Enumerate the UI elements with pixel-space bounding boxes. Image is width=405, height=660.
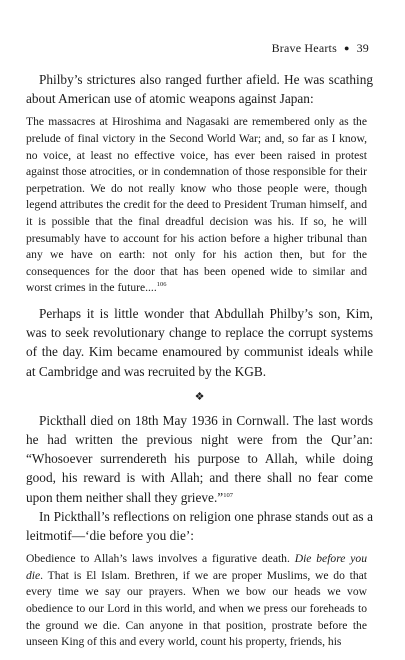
- page-body: [26, 70, 373, 658]
- quote-italic-phrase: Die before you die: [26, 552, 367, 582]
- quote-text: The massacres at Hiroshima and Nagasaki are remembered only as the prelude of final victory in the Second World War; and, so far as I know, no voice, at least no effective voice, has ever been raised in protest against those atrocities, or in condemnation of those responsible for their perpetration. We do not really know who those people were, though legend attributes the credit for the deed to President Truman himself, and it is possible that the final dreadful decision was his. If so, he will presumably have to account for his action before a higher tribunal than any we have on earth: not only for his action then, but for the consequences for the door that has been opened wide to similar and worst crimes in the future....: [26, 115, 367, 295]
- paragraph-leitmotif: In Pickthall’s reflections on religion one phrase stands out as a leitmotif—‘die before you die’:: [26, 508, 373, 543]
- block-quote-die-before-you-die: [26, 551, 373, 651]
- section-separator: [26, 390, 373, 404]
- paragraph-kim-philby: Perhaps it is little wonder that Abdullah Philby’s son, Kim, was to seek revolutionary change to replace the corrupt systems of the day. Kim became enamoured by communist ideals while at Cambridge and was recruited by the KGB.: [26, 305, 373, 379]
- quote-text-start: Obedience to Allah’s laws involves a figurative death.: [26, 552, 295, 566]
- paragraph-pickthall-death: [26, 411, 373, 507]
- header-bullet: ●: [343, 43, 350, 53]
- paragraph-text: Pickthall died on 18th May 1936 in Cornwall. The last words he had written the previous night were from the Qur’an: “Whosoever surrendereth his purpose to Allah, while doing good, his reward is with Allah; and there shall no fear come upon them neither shall they grieve.”: [26, 412, 373, 505]
- page-number: 39: [356, 41, 369, 55]
- running-header: [272, 41, 369, 56]
- running-title: Brave Hearts: [271, 41, 337, 55]
- separator-ornament: ❖: [194, 390, 205, 403]
- paragraph-philby-strictures: Philby’s strictures also ranged further afield. He was scathing about American use of atomic weapons against Japan:: [26, 72, 373, 107]
- block-quote-hiroshima: [26, 114, 373, 297]
- footnote-ref: 107: [223, 491, 233, 499]
- footnote-ref: 106: [156, 281, 167, 289]
- quote-text-end: . That is El Islam. Brethren, if we are proper Muslims, we do that every time we say our prayers. When we bow our heads we vow obedience to our Lord in this world, and when we press our foreheads to the ground we die. Can anyone in that position, prostrate before the unseen King of this and every world, count his property, friends, his: [26, 568, 367, 649]
